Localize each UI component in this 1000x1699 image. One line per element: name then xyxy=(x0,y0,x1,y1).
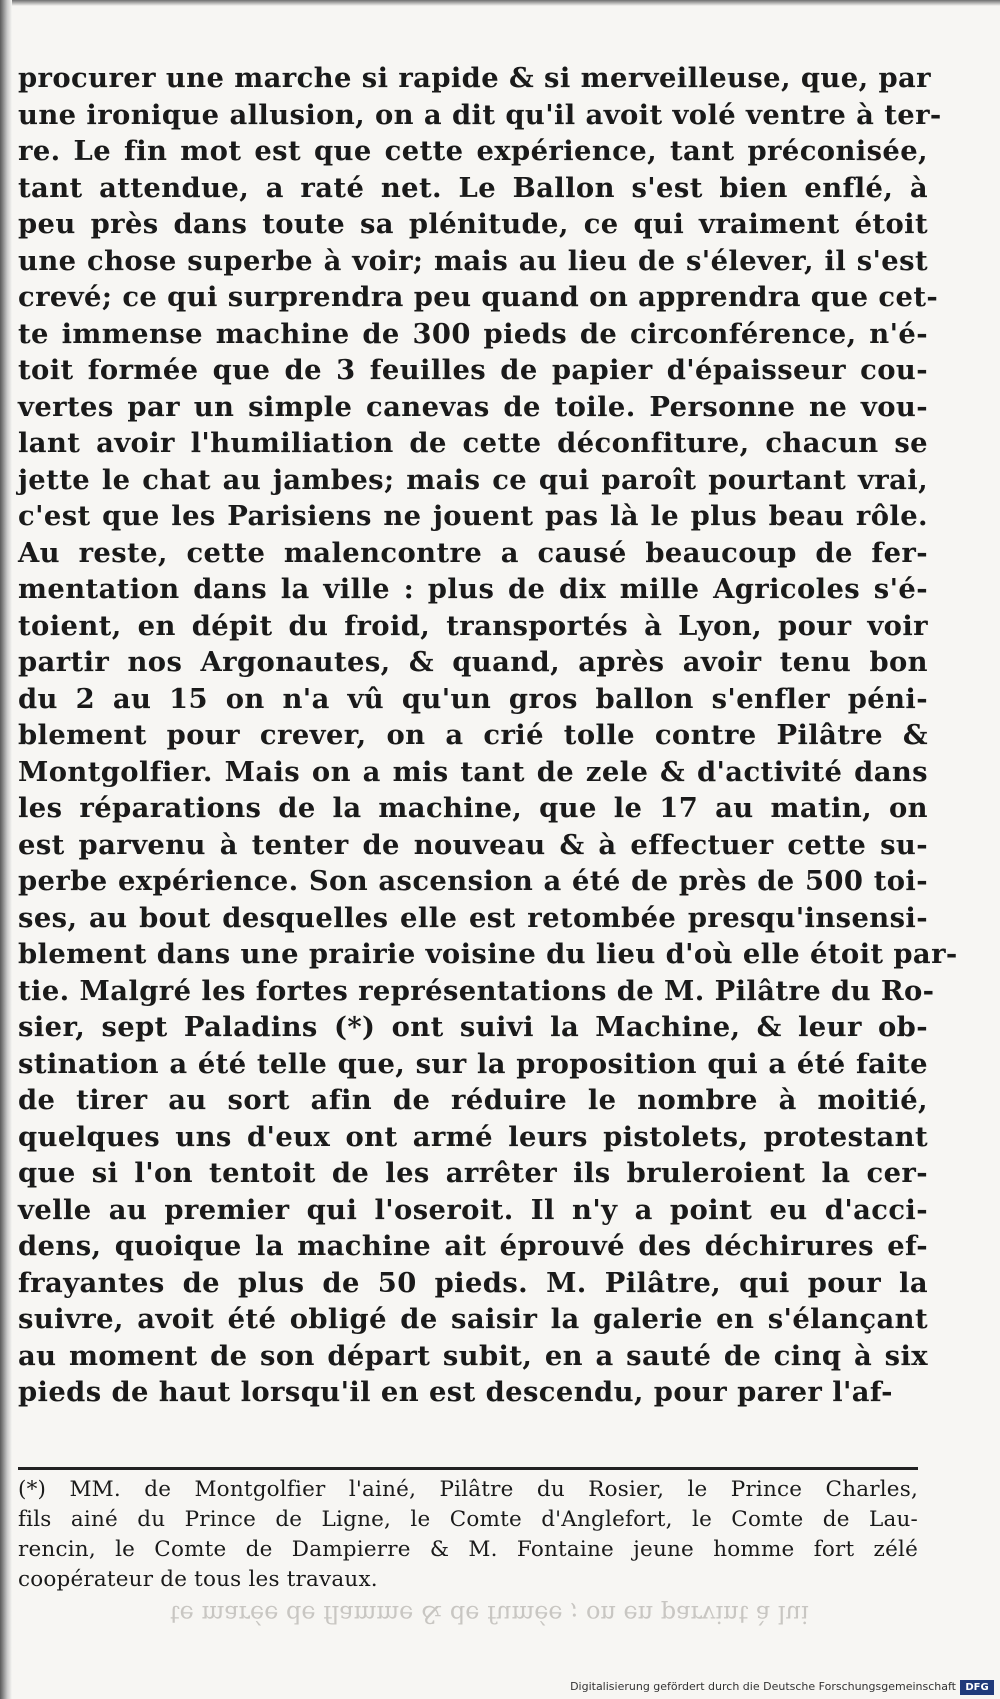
text-line: stination a été telle que, sur la proposition qui a été faite xyxy=(18,1047,928,1080)
text-line: velle au premier qui l'oseroit. Il n'y a point eu d'acci- xyxy=(18,1193,928,1226)
text-line: sier, sept Paladins (*) ont suivi la Machine, & leur ob- xyxy=(18,1011,928,1043)
text-line: Au reste, cette malencontre a causé beaucoup de fer- xyxy=(18,536,928,569)
text-line: lant avoir l'humiliation de cette déconfiture, chacun se xyxy=(18,427,928,459)
footnote-line: (*) MM. de Montgolfier l'ainé, Pilâtre du Rosier, le Prince Charles, xyxy=(18,1477,918,1502)
text-line: frayantes de plus de 50 pieds. M. Pilâtre, qui pour la xyxy=(18,1266,928,1299)
text-line: dens, quoique la machine ait éprouvé des déchirures ef- xyxy=(18,1230,928,1262)
text-line: quelques uns d'eux ont armé leurs pistolets, protestant xyxy=(18,1120,928,1153)
text-line: une chose superbe à voir; mais au lieu de s'élever, il s'est xyxy=(18,244,928,277)
text-line: blement pour crever, on a crié tolle contre Pilâtre & xyxy=(18,719,928,751)
digitization-credit: Digitalisierung gefördert durch die Deutsche Forschungsgemeinschaft xyxy=(570,1680,956,1693)
text-line: te immense machine de 300 pieds de circonférence, n'é- xyxy=(18,317,928,350)
text-line: tant attendue, a raté net. Le Ballon s'est bien enflé, à xyxy=(18,171,928,204)
footnote-rule xyxy=(18,1467,918,1470)
text-line: une ironique allusion, on a dit qu'il avoit volé ventre à ter- xyxy=(18,98,942,131)
text-line: ses, au bout desquelles elle est retombée presqu'insensi- xyxy=(18,901,928,934)
text-line: toit formée que de 3 feuilles de papier d'épaisseur cou- xyxy=(18,354,928,386)
text-line: c'est que les Parisiens ne jouent pas là le plus beau rôle. xyxy=(18,500,928,532)
text-line: pieds de haut lorsqu'il en est descendu, pour parer l'af- xyxy=(18,1376,893,1408)
text-line: procurer une marche si rapide & si merveilleuse, que, par xyxy=(18,62,931,94)
text-line: au moment de son départ subit, en a sauté de cinq à six xyxy=(18,1339,928,1372)
text-line: suivre, avoit été obligé de saisir la galerie en s'élançant xyxy=(18,1303,928,1335)
text-line: perbe expérience. Son ascension a été de près de 500 toi- xyxy=(18,865,928,897)
text-line: vertes par un simple canevas de toile. Personne ne vou- xyxy=(18,390,928,423)
text-line: que si l'on tentoit de les arrêter ils bruleroient la cer- xyxy=(18,1157,928,1189)
text-line: mentation dans la ville : plus de dix mille Agricoles s'é- xyxy=(18,573,928,605)
page-left-shadow xyxy=(0,0,12,1699)
footnote-line: coopérateur de tous les travaux. xyxy=(18,1567,378,1592)
text-line: toient, en dépit du froid, transportés à Lyon, pour voir xyxy=(18,609,928,642)
footnote-line: fils ainé du Prince de Ligne, le Comte d'Anglefort, le Comte de Lau- xyxy=(18,1507,918,1532)
text-line: jette le chat au jambes; mais ce qui paroît pourtant vrai, xyxy=(18,463,928,496)
text-line: les réparations de la machine, que le 17 au matin, on xyxy=(18,792,928,824)
text-line: Montgolfier. Mais on a mis tant de zele & d'activité dans xyxy=(18,755,928,788)
bleed-through-text: te marée de flamme & de fumée ; on en parvint à lui xyxy=(170,1600,809,1628)
footnote xyxy=(18,1475,918,1595)
footnote-line: rencin, le Comte de Dampierre & M. Fontaine jeune homme fort zélé xyxy=(18,1537,918,1562)
text-line: partir nos Argonautes, & quand, après avoir tenu bon xyxy=(18,646,928,678)
text-line: du 2 au 15 on n'a vû qu'un gros ballon s'enfler péni- xyxy=(18,682,928,715)
text-line: crevé; ce qui surprendra peu quand on apprendra que cet- xyxy=(18,281,939,313)
text-line: blement dans une prairie voisine du lieu d'où elle étoit par- xyxy=(18,938,958,970)
text-line: re. Le fin mot est que cette expérience, tant préconisée, xyxy=(18,135,928,167)
text-line: tie. Malgré les fortes représentations de M. Pilâtre du Ro- xyxy=(18,974,935,1007)
body-text xyxy=(18,60,958,1411)
dfg-logo: DFG xyxy=(960,1680,994,1695)
page-top-shadow xyxy=(0,0,1000,6)
text-line: est parvenu à tenter de nouveau & à effectuer cette su- xyxy=(18,828,928,861)
text-line: peu près dans toute sa plénitude, ce qui vraiment étoit xyxy=(18,208,928,240)
text-line: de tirer au sort afin de réduire le nombre à moitié, xyxy=(18,1084,928,1116)
